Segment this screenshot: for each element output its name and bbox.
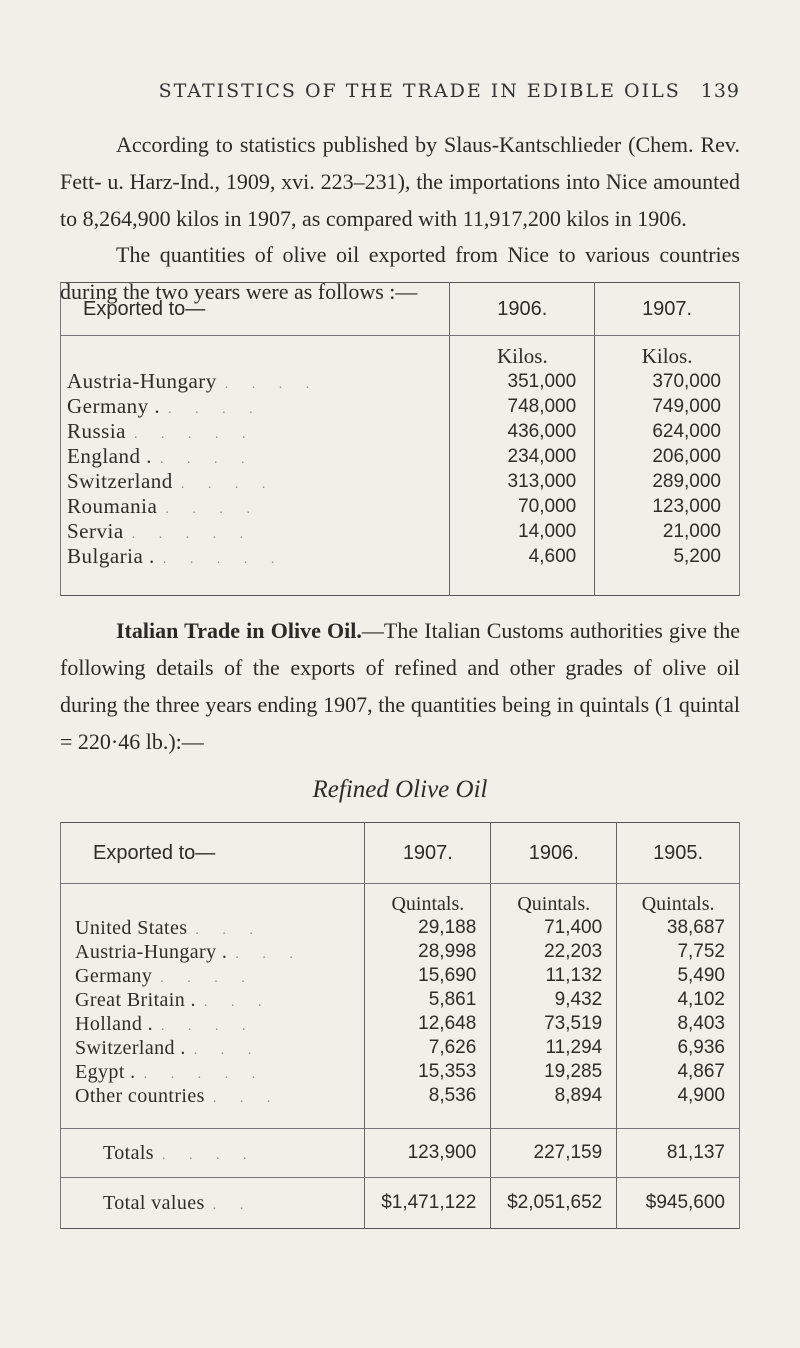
country-name: Russia	[67, 419, 127, 443]
section-heading: Italian Trade in Olive Oil.	[116, 618, 362, 643]
value-1907: 7,626	[365, 1036, 491, 1060]
value-1907: 15,353	[365, 1060, 491, 1084]
column-header-1906: 1906.	[491, 823, 617, 884]
value-1905: 38,687	[617, 916, 740, 940]
table-header-row	[61, 283, 740, 336]
table-row: Roumania . . . . 70,000 123,000	[61, 494, 740, 519]
running-header	[60, 80, 740, 102]
value-1906: 11,132	[491, 964, 617, 988]
total-value-1905: $945,600	[617, 1178, 740, 1229]
total-1907: 123,900	[365, 1129, 491, 1178]
value-1906: 4,600	[450, 544, 595, 596]
value-1907: 28,998	[365, 940, 491, 964]
running-title: STATISTICS OF THE TRADE IN EDIBLE OILS	[158, 80, 681, 102]
table-row: Austria-Hungary . . . . 351,000 370,000	[61, 369, 740, 394]
value-1906: 748,000	[450, 394, 595, 419]
value-1906: 436,000	[450, 419, 595, 444]
paragraph-imports	[60, 126, 740, 237]
value-1907: 5,861	[365, 988, 491, 1012]
country-name: Bulgaria .	[67, 544, 155, 568]
table-row: Other countries . . . 8,536 8,894 4,900	[61, 1084, 740, 1129]
table-header-row	[61, 823, 740, 884]
totals-label: Totals	[103, 1141, 154, 1164]
value-1907: 206,000	[595, 444, 740, 469]
column-header-1907: 1907.	[595, 283, 740, 336]
total-value-1907: $1,471,122	[365, 1178, 491, 1229]
country-name: Egypt .	[75, 1060, 136, 1083]
value-1907: 5,200	[595, 544, 740, 596]
country-name: Other countries	[75, 1084, 205, 1107]
table-row: Servia . . . . . 14,000 21,000	[61, 519, 740, 544]
table-row: Switzerland . . . . 7,626 11,294 6,936	[61, 1036, 740, 1060]
total-values-row: Total values . . $1,471,122 $2,051,652 $945,600	[61, 1178, 740, 1229]
country-name: Holland .	[75, 1012, 154, 1035]
value-1905: 6,936	[617, 1036, 740, 1060]
value-1906: 313,000	[450, 469, 595, 494]
value-1905: 4,900	[617, 1084, 740, 1129]
value-1906: 11,294	[491, 1036, 617, 1060]
value-1907: 289,000	[595, 469, 740, 494]
total-value-1906: $2,051,652	[491, 1178, 617, 1229]
country-name: Austria-Hungary .	[75, 940, 228, 963]
country-name: Switzerland	[67, 469, 173, 493]
table-row: Holland . . . . . 12,648 73,519 8,403	[61, 1012, 740, 1036]
unit-1907: Quintals.	[365, 884, 491, 917]
value-1905: 5,490	[617, 964, 740, 988]
value-1907: 123,000	[595, 494, 740, 519]
value-1906: 19,285	[491, 1060, 617, 1084]
table-row: England . . . . . 234,000 206,000	[61, 444, 740, 469]
unit-1906: Kilos.	[450, 336, 595, 370]
value-1906: 71,400	[491, 916, 617, 940]
unit-1906: Quintals.	[491, 884, 617, 917]
total-1906: 227,159	[491, 1129, 617, 1178]
table-row: Bulgaria . . . . . . 4,600 5,200	[61, 544, 740, 596]
value-1907: 12,648	[365, 1012, 491, 1036]
table-row: Germany . . . . 15,690 11,132 5,490	[61, 964, 740, 988]
country-name: Roumania	[67, 494, 158, 518]
page-number: 139	[700, 80, 740, 102]
value-1907: 370,000	[595, 369, 740, 394]
country-name: Germany	[75, 964, 153, 987]
value-1905: 8,403	[617, 1012, 740, 1036]
value-1907: 749,000	[595, 394, 740, 419]
table-row: Switzerland . . . . 313,000 289,000	[61, 469, 740, 494]
column-header-country: Exported to—	[61, 823, 365, 884]
italian-exports-table	[60, 822, 740, 1229]
column-header-1907: 1907.	[365, 823, 491, 884]
unit-1907: Kilos.	[595, 336, 740, 370]
value-1907: 624,000	[595, 419, 740, 444]
column-header-1905: 1905.	[617, 823, 740, 884]
table-title: Refined Olive Oil	[312, 776, 488, 803]
table-row: United States . . . 29,188 71,400 38,687	[61, 916, 740, 940]
total-1905: 81,137	[617, 1129, 740, 1178]
table-row: Egypt . . . . . . 15,353 19,285 4,867	[61, 1060, 740, 1084]
value-1906: 351,000	[450, 369, 595, 394]
paragraph-imports-text: According to statistics published by Slaus-Kantschlieder (Chem. Rev. Fett- u. Harz-Ind., 1909, xvi. 223–231), the importations into Nice amounted to 8,264,900 kilos in 1907, as compared with 11,917,200 kilos in 1906.	[60, 132, 740, 231]
paragraph-italian-trade-text: —The Italian Customs authorities give the following details of the exports of refined and other grades of olive oil during the three years ending 1907, the quantities being in quintals (1 quintal = 220·46 lb.):—	[60, 618, 740, 754]
value-1906: 8,894	[491, 1084, 617, 1129]
nice-exports-table	[60, 282, 740, 596]
value-1907: 21,000	[595, 519, 740, 544]
value-1906: 73,519	[491, 1012, 617, 1036]
table-row: Russia . . . . . 436,000 624,000	[61, 419, 740, 444]
country-name: Great Britain .	[75, 988, 196, 1011]
unit-1905: Quintals.	[617, 884, 740, 917]
value-1907: 8,536	[365, 1084, 491, 1129]
country-name: Switzerland .	[75, 1036, 186, 1059]
table-row: Great Britain . . . . 5,861 9,432 4,102	[61, 988, 740, 1012]
country-name: Germany .	[67, 394, 161, 418]
column-header-country: Exported to—	[61, 283, 450, 336]
value-1907: 29,188	[365, 916, 491, 940]
totals-row: Totals . . . . 123,900 227,159 81,137	[61, 1129, 740, 1178]
value-1907: 15,690	[365, 964, 491, 988]
value-1905: 4,102	[617, 988, 740, 1012]
paragraph-italian-trade	[60, 612, 740, 760]
paragraph-exports-intro-text: The quantities of olive oil exported from Nice to various countries during the two years were as follows :—	[60, 242, 740, 304]
value-1906: 70,000	[450, 494, 595, 519]
country-name: England .	[67, 444, 152, 468]
unit-row	[61, 336, 740, 370]
column-header-1906: 1906.	[450, 283, 595, 336]
value-1906: 22,203	[491, 940, 617, 964]
value-1906: 234,000	[450, 444, 595, 469]
value-1905: 4,867	[617, 1060, 740, 1084]
value-1906: 14,000	[450, 519, 595, 544]
value-1906: 9,432	[491, 988, 617, 1012]
table-row: Austria-Hungary . . . . 28,998 22,203 7,752	[61, 940, 740, 964]
country-name: Servia	[67, 519, 124, 543]
value-1905: 7,752	[617, 940, 740, 964]
country-name: United States	[75, 916, 188, 939]
country-name: Austria-Hungary	[67, 369, 217, 393]
table-row: Germany . . . . . 748,000 749,000	[61, 394, 740, 419]
unit-row	[61, 884, 740, 917]
total-values-label: Total values	[103, 1191, 205, 1214]
